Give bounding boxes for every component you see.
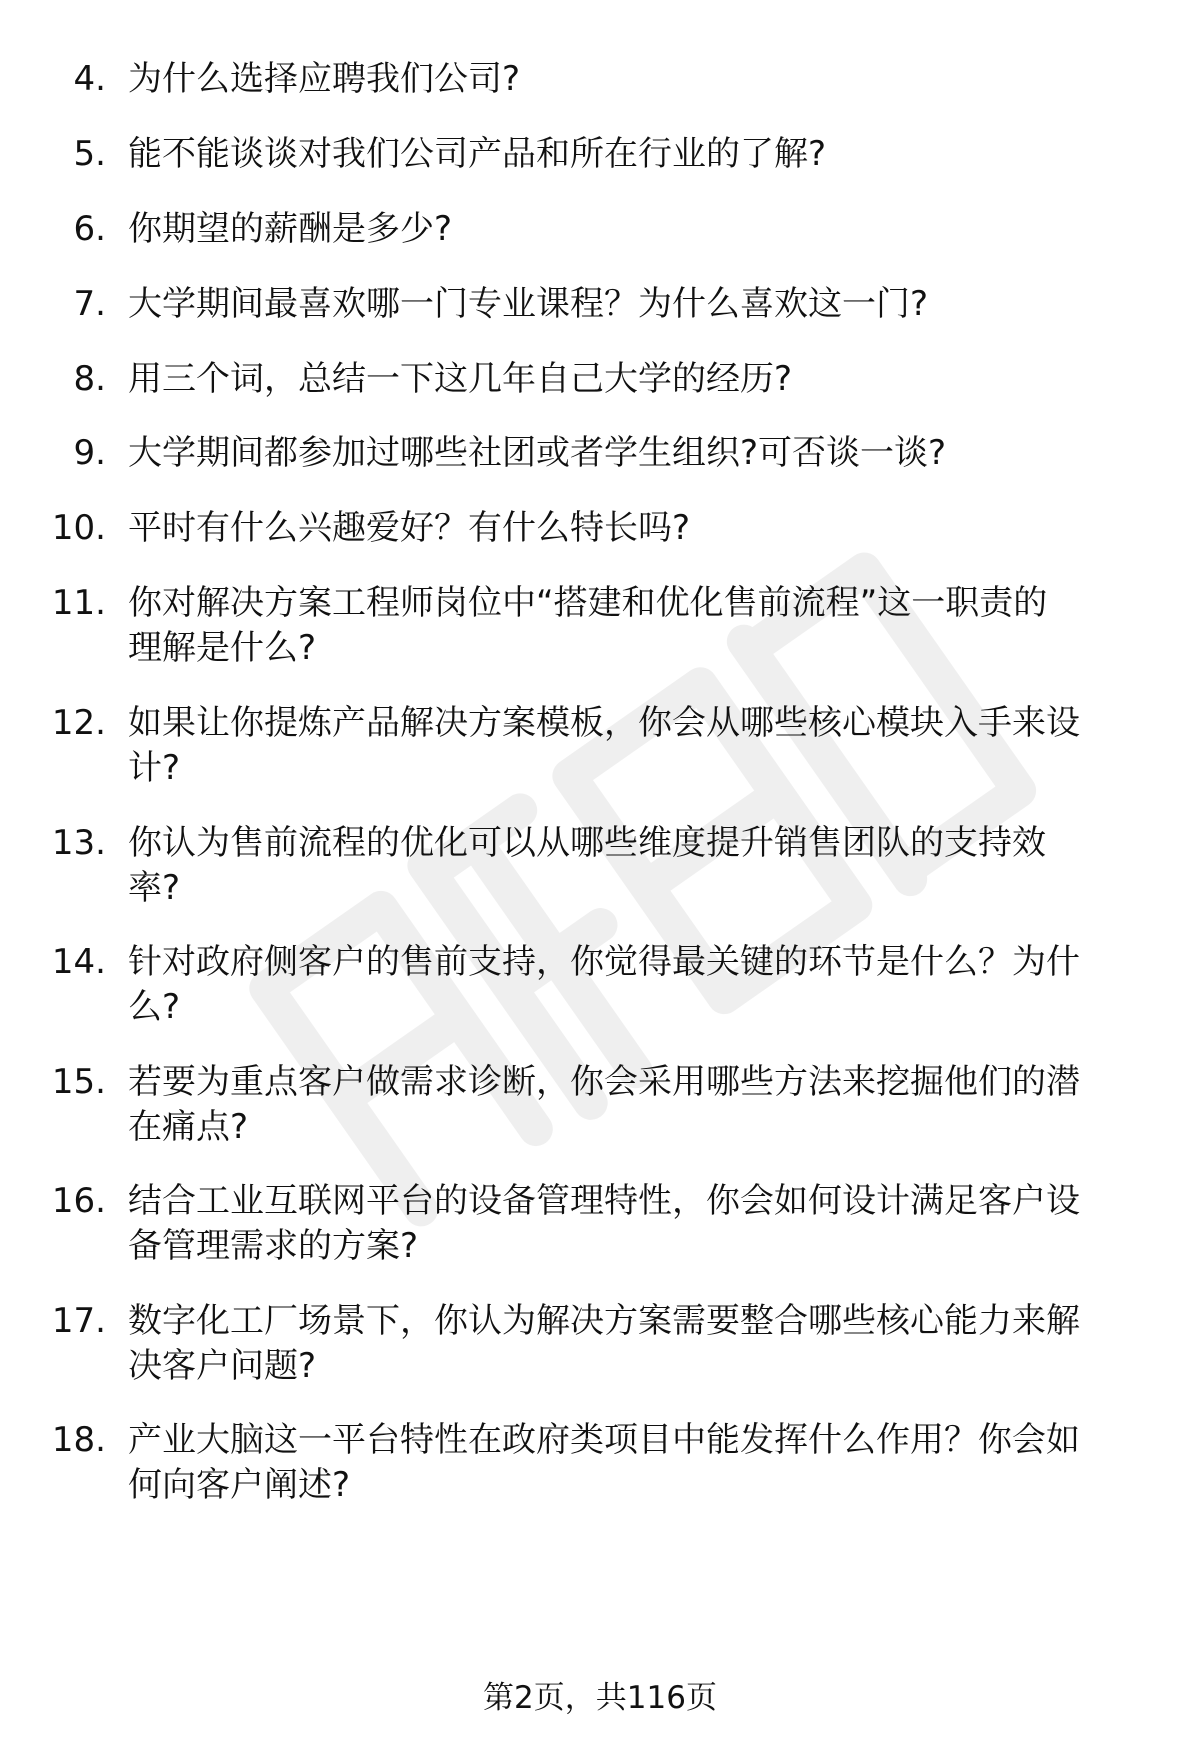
question-text: 你对解决方案工程师岗位中“搭建和优化售前流程”这一职责的 bbox=[128, 583, 1048, 623]
question-number: 14. bbox=[51, 942, 106, 982]
question-text-continued: 备管理需求的方案? bbox=[128, 1226, 419, 1266]
question-text-continued: 决客户问题? bbox=[128, 1346, 317, 1386]
question-text: 能不能谈谈对我们公司产品和所在行业的了解? bbox=[128, 134, 827, 174]
question-text: 如果让你提炼产品解决方案模板，你会从哪些核心模块入手来设 bbox=[128, 703, 1080, 743]
question-text: 若要为重点客户做需求诊断，你会采用哪些方法来挖掘他们的潜 bbox=[128, 1062, 1080, 1102]
question-text: 结合工业互联网平台的设备管理特性，你会如何设计满足客户设 bbox=[128, 1181, 1080, 1221]
question-text: 你认为售前流程的优化可以从哪些维度提升销售团队的支持效 bbox=[128, 823, 1046, 863]
question-text-continued: 理解是什么? bbox=[128, 628, 317, 668]
question-text: 用三个词，总结一下这几年自己大学的经历? bbox=[128, 359, 793, 399]
question-number: 11. bbox=[51, 583, 106, 623]
question-text-continued: 在痛点? bbox=[128, 1107, 249, 1147]
question-number: 4. bbox=[73, 59, 106, 99]
question-number: 15. bbox=[51, 1062, 106, 1102]
question-number: 17. bbox=[51, 1301, 106, 1341]
question-text-continued: 么? bbox=[128, 987, 181, 1027]
question-number: 8. bbox=[73, 359, 106, 399]
question-text-continued: 计? bbox=[128, 748, 181, 788]
question-number: 7. bbox=[73, 284, 106, 324]
question-text: 你期望的薪酬是多少? bbox=[128, 209, 453, 249]
question-number: 6. bbox=[73, 209, 106, 249]
question-text: 大学期间都参加过哪些社团或者学生组织?可否谈一谈? bbox=[128, 433, 947, 473]
question-number: 5. bbox=[73, 134, 106, 174]
question-text: 数字化工厂场景下，你认为解决方案需要整合哪些核心能力来解 bbox=[128, 1301, 1080, 1341]
question-text: 针对政府侧客户的售前支持，你觉得最关键的环节是什么？为什 bbox=[128, 942, 1080, 982]
question-number: 16. bbox=[51, 1181, 106, 1221]
question-text-continued: 率? bbox=[128, 868, 181, 908]
question-text: 大学期间最喜欢哪一门专业课程？为什么喜欢这一门? bbox=[128, 284, 929, 324]
question-number: 10. bbox=[51, 508, 106, 548]
question-text-continued: 何向客户阐述? bbox=[128, 1465, 351, 1505]
question-text: 产业大脑这一平台特性在政府类项目中能发挥什么作用？你会如 bbox=[128, 1420, 1080, 1460]
question-number: 18. bbox=[51, 1420, 106, 1460]
question-number: 12. bbox=[51, 703, 106, 743]
question-text: 平时有什么兴趣爱好？有什么特长吗? bbox=[128, 508, 691, 548]
question-number: 9. bbox=[73, 433, 106, 473]
question-text: 为什么选择应聘我们公司? bbox=[128, 59, 521, 99]
page-footer: 第2页，共116页 bbox=[483, 1680, 717, 1716]
question-number: 13. bbox=[51, 823, 106, 863]
